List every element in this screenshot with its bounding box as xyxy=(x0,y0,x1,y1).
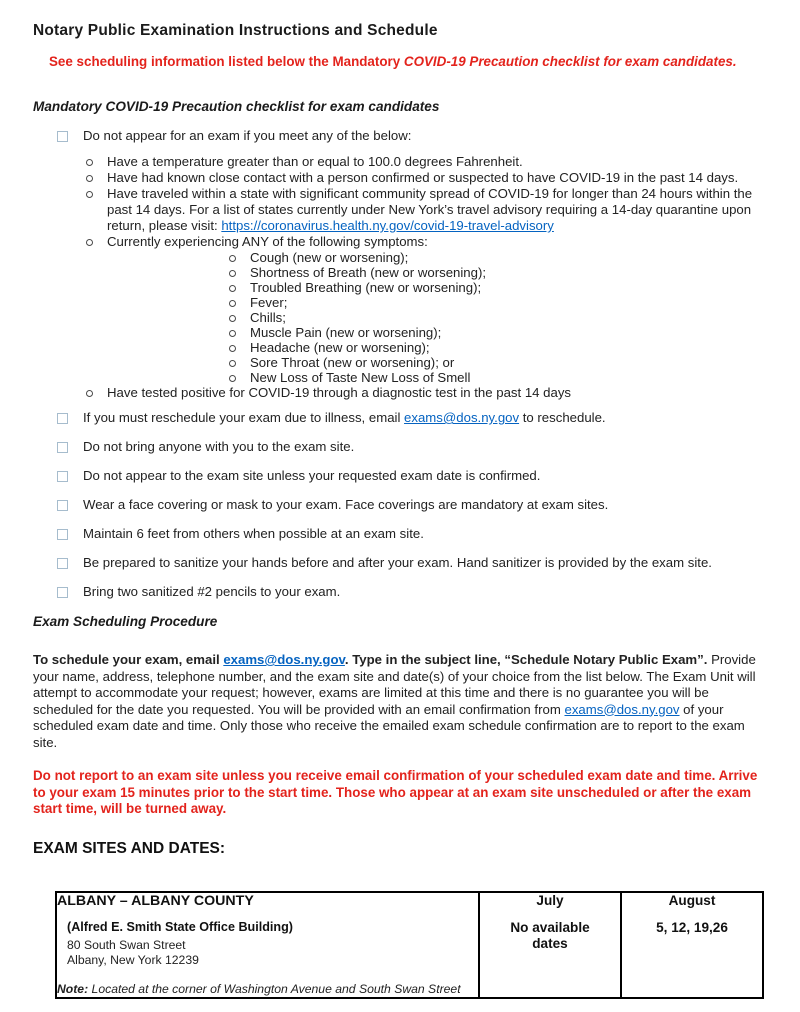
august-header: August xyxy=(668,892,716,908)
square-bullet-icon xyxy=(57,587,68,598)
travel-advisory-link[interactable]: https://coronavirus.health.ny.gov/covid-19-travel-advisory xyxy=(221,218,554,233)
square-bullet-icon xyxy=(57,471,68,482)
checklist-item-do-not-appear xyxy=(57,128,770,401)
august-dates: 5, 12, 19,26 xyxy=(656,919,728,935)
exam-sites-heading: EXAM SITES AND DATES: xyxy=(33,839,226,857)
scheduling-notice xyxy=(49,53,770,70)
symptom-troubled-breathing: Troubled Breathing (new or worsening); xyxy=(229,280,770,295)
rule-pencils: Bring two sanitized #2 pencils to your exam. xyxy=(57,584,770,600)
august-cell xyxy=(621,892,763,998)
site-note-text: Located at the corner of Washington Avenue and South Swan Street xyxy=(88,981,461,996)
circle-bullet-icon xyxy=(229,300,236,307)
circle-bullet-icon xyxy=(86,159,93,166)
schedule-body-2: of your scheduled exam date and time. Only those who receive the emailed exam schedule confirmation are to report to the exam site. xyxy=(33,701,745,750)
covid-checklist-heading: Mandatory COVID-19 Precaution checklist for exam candidates xyxy=(33,99,440,114)
site-note xyxy=(57,982,478,997)
circle-bullet-icon xyxy=(229,255,236,262)
checklist-item-text: Do not appear for an exam if you meet any of the below: xyxy=(83,128,412,143)
schedule-bold-suffix: . Type in the subject line, “Schedule Notary Public Exam”. xyxy=(344,652,712,667)
july-cell xyxy=(479,892,621,998)
table-row xyxy=(56,892,763,998)
symptom-fever: Fever; xyxy=(229,295,770,310)
condition-symptoms: Currently experiencing ANY of the following symptoms: Cough (new or worsening); Shortness of Breath (new or worsening); Troubled Breathing (new or worsening); Fever; Chills; Muscle Pain (new or worsening); Headache (new or worsening); Sore Throat (new or worsening); or New Loss of Taste New Loss of Smell xyxy=(86,234,770,385)
no-confirmation-warning: Do not report to an exam site unless you receive email confirmation of your scheduled exam date and time. Arrive to your exam 15 minutes prior to the start time. Those who appear at an exam site unscheduled or after the exam start time, will be turned away. xyxy=(33,768,758,816)
covid-checklist xyxy=(33,128,770,401)
site-address-line1: 80 South Swan Street xyxy=(67,937,186,952)
site-cell-albany xyxy=(56,892,479,998)
rule-face-covering: Wear a face covering or mask to your exam. Face coverings are mandatory at exam sites. xyxy=(57,497,770,513)
exam-sites-table xyxy=(55,891,764,999)
circle-bullet-icon xyxy=(86,191,93,198)
square-bullet-icon xyxy=(57,500,68,511)
confirmation-email-link[interactable]: exams@dos.ny.gov xyxy=(564,701,680,717)
schedule-bold-prefix: To schedule your exam, email xyxy=(33,652,224,667)
condition-close-contact: Have had known close contact with a person confirmed or suspected to have COVID-19 in the past 14 days. xyxy=(86,170,770,186)
schedule-email-link[interactable]: exams@dos.ny.gov xyxy=(223,652,345,667)
scheduling-paragraph xyxy=(33,652,770,751)
condition-travel xyxy=(86,186,770,234)
notice-italic-part: COVID-19 Precaution checklist for exam candidates. xyxy=(403,54,737,69)
circle-bullet-icon xyxy=(86,239,93,246)
schedule-body-1: Provide your name, address, telephone number, and the exam site and date(s) of your choice from the list below. The Exam Unit will attempt to accommodate your request; however, exams are limited at this time and there is no guarantee you will be scheduled for the date you requested. You will be provided with an email confirmation from xyxy=(33,652,756,717)
symptom-sore-throat: Sore Throat (new or worsening); or xyxy=(229,355,770,370)
circle-bullet-icon xyxy=(86,175,93,182)
circle-bullet-icon xyxy=(229,345,236,352)
exam-rules-list xyxy=(33,410,770,600)
square-bullet-icon xyxy=(57,442,68,453)
symptom-loss-taste-smell: New Loss of Taste New Loss of Smell xyxy=(229,370,770,385)
travel-text: Have traveled within a state with significant community spread of COVID-19 for longer than 24 hours within the past 14 days. For a list of states currently under New York’s travel advisory requiring a 14-day quarantine upon return, please visit: xyxy=(107,186,753,233)
condition-list xyxy=(57,154,770,401)
circle-bullet-icon xyxy=(229,315,236,322)
circle-bullet-icon xyxy=(229,360,236,367)
square-bullet-icon xyxy=(57,529,68,540)
symptom-shortness-of-breath: Shortness of Breath (new or worsening); xyxy=(229,265,770,280)
rule-six-feet: Maintain 6 feet from others when possible at an exam site. xyxy=(57,526,770,542)
square-bullet-icon xyxy=(57,413,68,424)
july-header: July xyxy=(536,892,564,908)
symptom-headache: Headache (new or worsening); xyxy=(229,340,770,355)
site-address xyxy=(67,938,478,968)
circle-bullet-icon xyxy=(229,375,236,382)
symptom-cough: Cough (new or worsening); xyxy=(229,250,770,265)
condition-temperature: Have a temperature greater than or equal to 100.0 degrees Fahrenheit. xyxy=(86,154,770,170)
circle-bullet-icon xyxy=(229,270,236,277)
reschedule-email-link[interactable]: exams@dos.ny.gov xyxy=(404,410,520,425)
square-bullet-icon xyxy=(57,131,68,142)
rule-confirmed-date: Do not appear to the exam site unless your requested exam date is confirmed. xyxy=(57,468,770,484)
site-address-line2: Albany, New York 12239 xyxy=(67,952,199,967)
site-name: ALBANY – ALBANY COUNTY xyxy=(57,892,254,909)
condition-tested-positive: Have tested positive for COVID-19 through a diagnostic test in the past 14 days xyxy=(86,385,770,401)
circle-bullet-icon xyxy=(86,390,93,397)
july-dates: No available dates xyxy=(510,919,590,951)
site-building: (Alfred E. Smith State Office Building) xyxy=(67,919,293,934)
rule-sanitize-hands: Be prepared to sanitize your hands before and after your exam. Hand sanitizer is provided by the exam site. xyxy=(57,555,770,571)
symptom-muscle-pain: Muscle Pain (new or worsening); xyxy=(229,325,770,340)
circle-bullet-icon xyxy=(229,330,236,337)
page-title: Notary Public Examination Instructions and Schedule xyxy=(33,22,438,39)
symptom-list xyxy=(229,250,770,385)
scheduling-procedure-heading: Exam Scheduling Procedure xyxy=(33,614,218,629)
notice-prefix: See scheduling information listed below the Mandatory xyxy=(49,54,404,69)
symptom-chills: Chills; xyxy=(229,310,770,325)
circle-bullet-icon xyxy=(229,285,236,292)
rule-no-companions: Do not bring anyone with you to the exam site. xyxy=(57,439,770,455)
site-note-label: Note: xyxy=(57,981,89,996)
rule-reschedule: If you must reschedule your exam due to illness, email exams@dos.ny.gov to reschedule. xyxy=(57,410,770,426)
square-bullet-icon xyxy=(57,558,68,569)
